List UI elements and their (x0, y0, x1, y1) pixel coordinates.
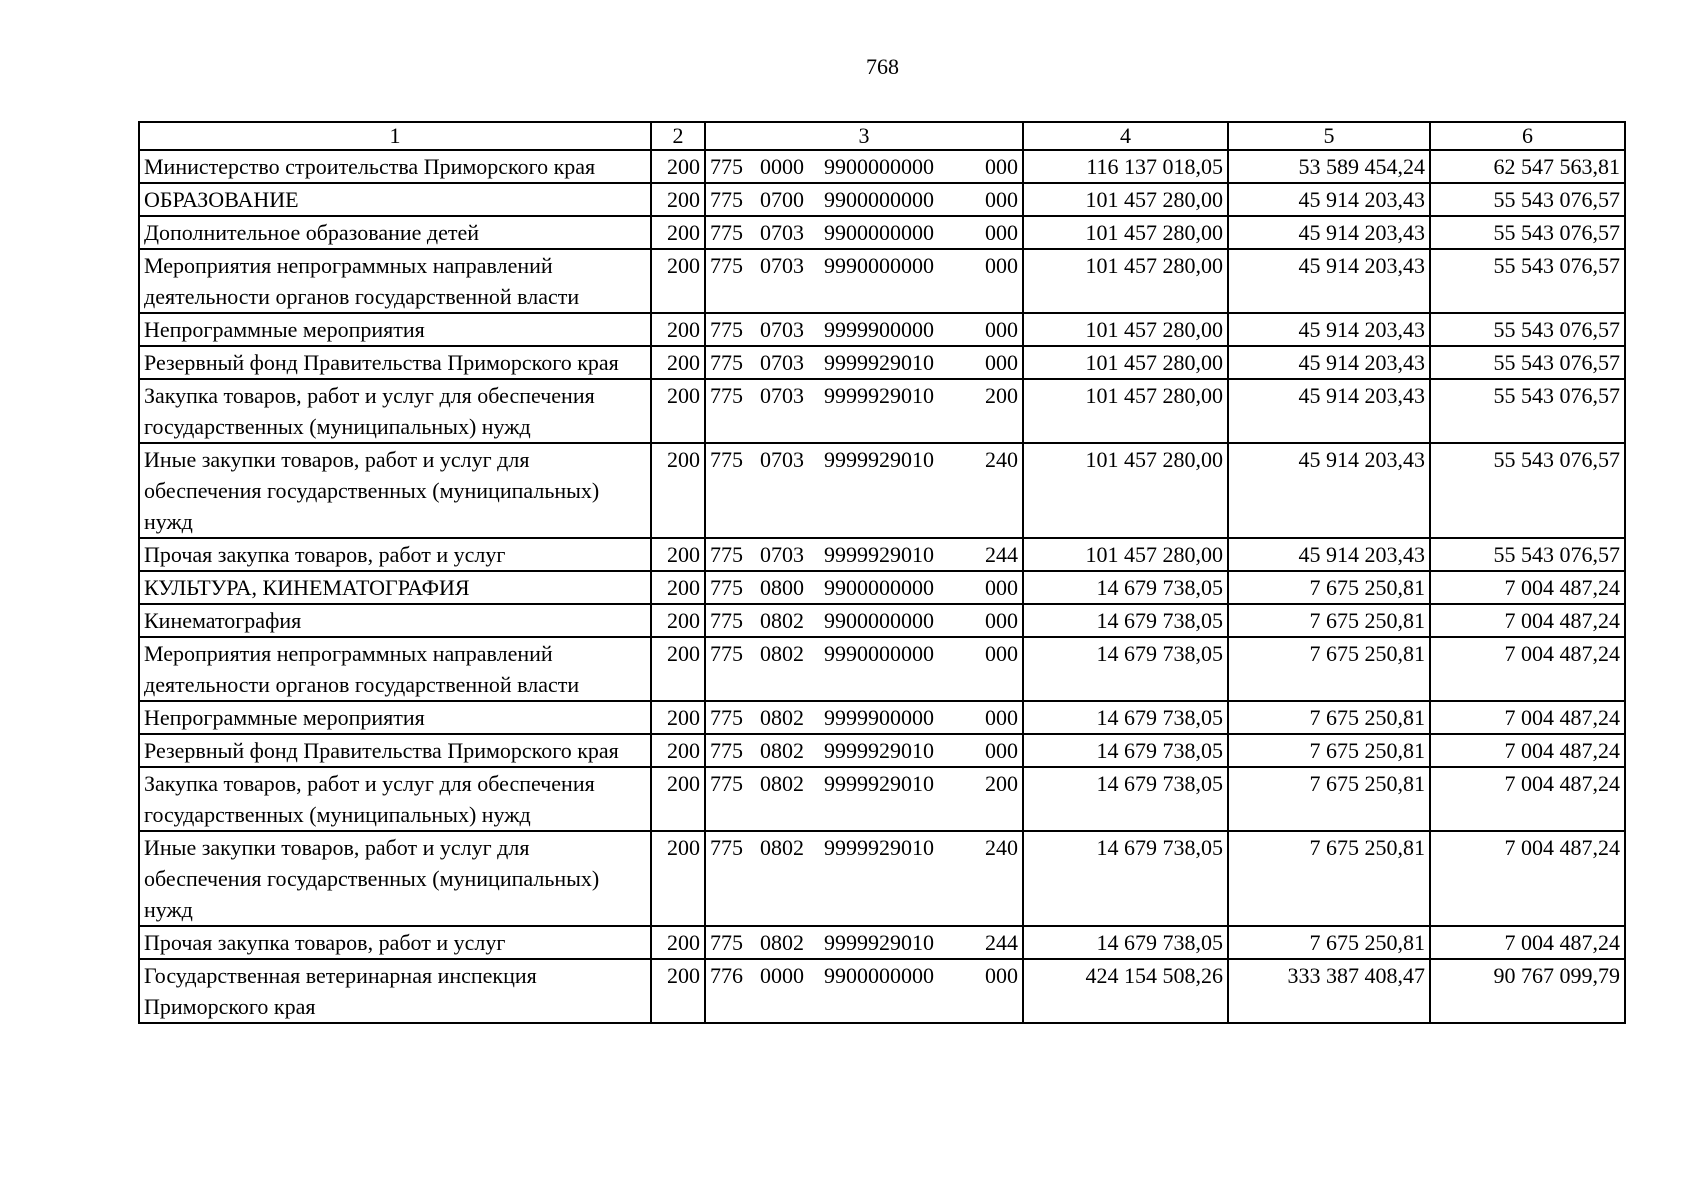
code-part-2: 0703 (760, 383, 804, 408)
row-code (705, 379, 1023, 443)
code-part-4: 000 (985, 641, 1018, 666)
row-col-5: 45 914 203,43 (1228, 443, 1430, 538)
row-col-2: 200 (651, 734, 705, 767)
row-col-6: 55 543 076,57 (1430, 346, 1625, 379)
row-col-5: 333 387 408,47 (1228, 959, 1430, 1023)
code-part-4: 000 (985, 187, 1018, 212)
code-part-4: 244 (985, 930, 1018, 955)
code-part-2: 0802 (760, 771, 804, 796)
row-code (705, 216, 1023, 249)
row-col-6: 90 767 099,79 (1430, 959, 1625, 1023)
code-part-1: 775 (710, 187, 743, 212)
code-part-2: 0703 (760, 220, 804, 245)
row-name: Непрограммные мероприятия (139, 313, 651, 346)
code-part-3: 9999929010 (824, 383, 934, 408)
row-name: Министерство строительства Приморского края (139, 150, 651, 183)
row-col-4: 14 679 738,05 (1023, 831, 1228, 926)
row-code (705, 831, 1023, 926)
row-code (705, 571, 1023, 604)
code-part-2: 0802 (760, 835, 804, 860)
code-part-1: 775 (710, 383, 743, 408)
row-col-2: 200 (651, 926, 705, 959)
code-part-2: 0802 (760, 705, 804, 730)
row-code (705, 538, 1023, 571)
code-part-1: 775 (710, 771, 743, 796)
row-col-4: 101 457 280,00 (1023, 538, 1228, 571)
row-col-6: 7 004 487,24 (1430, 734, 1625, 767)
row-col-5: 45 914 203,43 (1228, 313, 1430, 346)
row-col-5: 45 914 203,43 (1228, 249, 1430, 313)
code-part-2: 0703 (760, 317, 804, 342)
code-part-3: 9900000000 (824, 575, 934, 600)
code-part-1: 775 (710, 641, 743, 666)
code-part-4: 000 (985, 350, 1018, 375)
code-part-2: 0000 (760, 154, 804, 179)
code-part-1: 775 (710, 608, 743, 633)
table-row (139, 767, 1625, 831)
row-code (705, 443, 1023, 538)
row-col-4: 14 679 738,05 (1023, 701, 1228, 734)
table-row (139, 346, 1625, 379)
row-code (705, 249, 1023, 313)
row-col-4: 14 679 738,05 (1023, 926, 1228, 959)
row-col-5: 7 675 250,81 (1228, 831, 1430, 926)
row-name: Иные закупки товаров, работ и услуг для обеспечения государственных (муниципальных) нужд (139, 443, 651, 538)
row-name: Закупка товаров, работ и услуг для обеспечения государственных (муниципальных) нужд (139, 767, 651, 831)
row-code (705, 183, 1023, 216)
row-name: Прочая закупка товаров, работ и услуг (139, 538, 651, 571)
row-col-5: 7 675 250,81 (1228, 767, 1430, 831)
code-part-3: 9999900000 (824, 705, 934, 730)
code-part-4: 000 (985, 220, 1018, 245)
code-part-4: 000 (985, 608, 1018, 633)
table-row (139, 959, 1625, 1023)
code-part-2: 0800 (760, 575, 804, 600)
table-row (139, 216, 1625, 249)
table-row (139, 604, 1625, 637)
table-row (139, 150, 1625, 183)
code-part-1: 775 (710, 253, 743, 278)
row-code (705, 604, 1023, 637)
row-col-5: 53 589 454,24 (1228, 150, 1430, 183)
code-part-3: 9990000000 (824, 641, 934, 666)
row-col-6: 7 004 487,24 (1430, 604, 1625, 637)
code-part-4: 000 (985, 738, 1018, 763)
code-part-3: 9900000000 (824, 963, 934, 988)
code-part-2: 0802 (760, 641, 804, 666)
code-part-4: 000 (985, 317, 1018, 342)
row-name: КУЛЬТУРА, КИНЕМАТОГРАФИЯ (139, 571, 651, 604)
header-col-1: 1 (139, 122, 651, 150)
row-name: Непрограммные мероприятия (139, 701, 651, 734)
row-col-6: 7 004 487,24 (1430, 831, 1625, 926)
code-part-4: 000 (985, 154, 1018, 179)
row-code (705, 701, 1023, 734)
header-col-6: 6 (1430, 122, 1625, 150)
row-code (705, 150, 1023, 183)
code-part-4: 000 (985, 963, 1018, 988)
code-part-3: 9900000000 (824, 220, 934, 245)
row-col-6: 7 004 487,24 (1430, 926, 1625, 959)
code-part-3: 9999929010 (824, 350, 934, 375)
row-col-4: 14 679 738,05 (1023, 604, 1228, 637)
code-part-4: 000 (985, 705, 1018, 730)
row-col-2: 200 (651, 538, 705, 571)
row-col-5: 45 914 203,43 (1228, 379, 1430, 443)
row-col-6: 7 004 487,24 (1430, 571, 1625, 604)
row-name: Мероприятия непрограммных направлений деятельности органов государственной власти (139, 249, 651, 313)
table-row (139, 571, 1625, 604)
row-col-2: 200 (651, 183, 705, 216)
code-part-4: 240 (985, 447, 1018, 472)
row-col-2: 200 (651, 767, 705, 831)
code-part-4: 240 (985, 835, 1018, 860)
code-part-3: 9900000000 (824, 154, 934, 179)
code-part-4: 000 (985, 575, 1018, 600)
code-part-3: 9990000000 (824, 253, 934, 278)
row-code (705, 313, 1023, 346)
row-col-4: 101 457 280,00 (1023, 216, 1228, 249)
row-col-2: 200 (651, 604, 705, 637)
code-part-1: 776 (710, 963, 743, 988)
row-code (705, 959, 1023, 1023)
row-col-2: 200 (651, 313, 705, 346)
code-part-1: 775 (710, 738, 743, 763)
row-col-6: 55 543 076,57 (1430, 183, 1625, 216)
table-row (139, 183, 1625, 216)
code-part-2: 0802 (760, 608, 804, 633)
row-name: Прочая закупка товаров, работ и услуг (139, 926, 651, 959)
row-col-6: 55 543 076,57 (1430, 216, 1625, 249)
row-col-5: 7 675 250,81 (1228, 926, 1430, 959)
table-row (139, 701, 1625, 734)
table-header-row (139, 122, 1625, 150)
row-col-5: 45 914 203,43 (1228, 346, 1430, 379)
code-part-3: 9900000000 (824, 187, 934, 212)
code-part-3: 9900000000 (824, 608, 934, 633)
row-col-6: 55 543 076,57 (1430, 538, 1625, 571)
code-part-3: 9999929010 (824, 447, 934, 472)
row-col-6: 55 543 076,57 (1430, 379, 1625, 443)
code-part-3: 9999929010 (824, 738, 934, 763)
row-name: Мероприятия непрограммных направлений деятельности органов государственной власти (139, 637, 651, 701)
row-col-2: 200 (651, 701, 705, 734)
row-col-4: 101 457 280,00 (1023, 183, 1228, 216)
code-part-1: 775 (710, 447, 743, 472)
row-col-4: 101 457 280,00 (1023, 379, 1228, 443)
row-col-4: 14 679 738,05 (1023, 767, 1228, 831)
row-col-4: 14 679 738,05 (1023, 571, 1228, 604)
table-row (139, 926, 1625, 959)
code-part-4: 200 (985, 771, 1018, 796)
code-part-1: 775 (710, 350, 743, 375)
row-col-6: 55 543 076,57 (1430, 443, 1625, 538)
row-code (705, 637, 1023, 701)
row-col-5: 7 675 250,81 (1228, 571, 1430, 604)
row-col-2: 200 (651, 831, 705, 926)
table-row (139, 637, 1625, 701)
code-part-2: 0802 (760, 930, 804, 955)
table-row (139, 734, 1625, 767)
code-part-3: 9999929010 (824, 930, 934, 955)
row-col-6: 55 543 076,57 (1430, 313, 1625, 346)
row-name: Государственная ветеринарная инспекция Приморского края (139, 959, 651, 1023)
table-row (139, 443, 1625, 538)
table-row (139, 249, 1625, 313)
row-col-2: 200 (651, 571, 705, 604)
row-col-6: 7 004 487,24 (1430, 637, 1625, 701)
code-part-1: 775 (710, 705, 743, 730)
code-part-2: 0000 (760, 963, 804, 988)
code-part-1: 775 (710, 154, 743, 179)
row-col-5: 45 914 203,43 (1228, 216, 1430, 249)
row-col-4: 101 457 280,00 (1023, 313, 1228, 346)
header-col-4: 4 (1023, 122, 1228, 150)
table-row (139, 831, 1625, 926)
header-col-3: 3 (705, 122, 1023, 150)
code-part-3: 9999900000 (824, 317, 934, 342)
header-col-5: 5 (1228, 122, 1430, 150)
row-name: Резервный фонд Правительства Приморского края (139, 734, 651, 767)
code-part-1: 775 (710, 930, 743, 955)
row-name: Иные закупки товаров, работ и услуг для обеспечения государственных (муниципальных) нужд (139, 831, 651, 926)
row-name: Закупка товаров, работ и услуг для обеспечения государственных (муниципальных) нужд (139, 379, 651, 443)
row-col-6: 55 543 076,57 (1430, 249, 1625, 313)
code-part-3: 9999929010 (824, 835, 934, 860)
row-name: Кинематография (139, 604, 651, 637)
row-col-4: 14 679 738,05 (1023, 637, 1228, 701)
code-part-2: 0802 (760, 738, 804, 763)
table-body (139, 150, 1625, 1023)
row-col-6: 7 004 487,24 (1430, 767, 1625, 831)
row-col-4: 101 457 280,00 (1023, 346, 1228, 379)
row-col-4: 116 137 018,05 (1023, 150, 1228, 183)
code-part-4: 244 (985, 542, 1018, 567)
code-part-1: 775 (710, 220, 743, 245)
code-part-3: 9999929010 (824, 771, 934, 796)
code-part-3: 9999929010 (824, 542, 934, 567)
table-row (139, 538, 1625, 571)
row-code (705, 734, 1023, 767)
table-row (139, 379, 1625, 443)
row-col-4: 424 154 508,26 (1023, 959, 1228, 1023)
code-part-1: 775 (710, 317, 743, 342)
code-part-1: 775 (710, 542, 743, 567)
row-col-4: 101 457 280,00 (1023, 443, 1228, 538)
code-part-2: 0703 (760, 350, 804, 375)
row-col-5: 45 914 203,43 (1228, 538, 1430, 571)
row-name: ОБРАЗОВАНИЕ (139, 183, 651, 216)
code-part-2: 0703 (760, 447, 804, 472)
row-code (705, 767, 1023, 831)
code-part-4: 200 (985, 383, 1018, 408)
row-col-6: 62 547 563,81 (1430, 150, 1625, 183)
code-part-1: 775 (710, 575, 743, 600)
code-part-1: 775 (710, 835, 743, 860)
code-part-2: 0703 (760, 253, 804, 278)
row-col-2: 200 (651, 346, 705, 379)
row-col-2: 200 (651, 150, 705, 183)
row-col-4: 14 679 738,05 (1023, 734, 1228, 767)
page-number: 768 (866, 54, 899, 79)
row-col-4: 101 457 280,00 (1023, 249, 1228, 313)
row-code (705, 346, 1023, 379)
row-col-2: 200 (651, 959, 705, 1023)
row-col-5: 7 675 250,81 (1228, 604, 1430, 637)
table-row (139, 313, 1625, 346)
code-part-2: 0700 (760, 187, 804, 212)
row-col-2: 200 (651, 443, 705, 538)
budget-table (138, 121, 1626, 1024)
code-part-4: 000 (985, 253, 1018, 278)
row-code (705, 926, 1023, 959)
row-col-5: 7 675 250,81 (1228, 734, 1430, 767)
header-col-2: 2 (651, 122, 705, 150)
row-col-5: 7 675 250,81 (1228, 637, 1430, 701)
row-col-2: 200 (651, 637, 705, 701)
row-col-2: 200 (651, 216, 705, 249)
row-col-2: 200 (651, 379, 705, 443)
row-col-2: 200 (651, 249, 705, 313)
row-col-5: 45 914 203,43 (1228, 183, 1430, 216)
row-col-6: 7 004 487,24 (1430, 701, 1625, 734)
row-col-5: 7 675 250,81 (1228, 701, 1430, 734)
row-name: Резервный фонд Правительства Приморского края (139, 346, 651, 379)
row-name: Дополнительное образование детей (139, 216, 651, 249)
code-part-2: 0703 (760, 542, 804, 567)
